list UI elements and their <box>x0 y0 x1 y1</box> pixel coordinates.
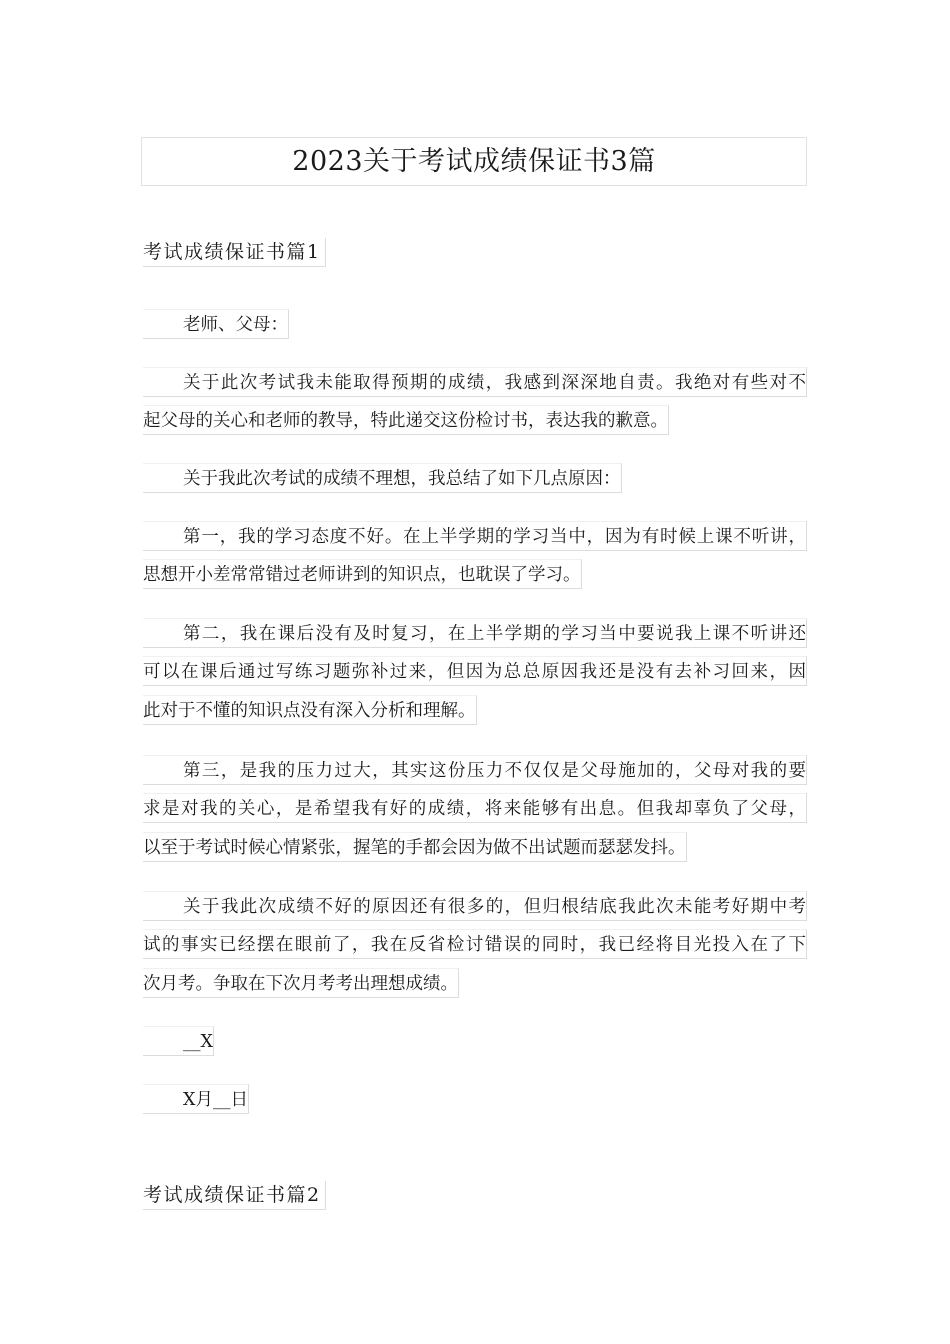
paragraph-3-line-1: 第一，我的学习态度不好。在上半学期的学习当中，因为有时候上课不听讲， <box>143 521 807 551</box>
paragraph-2-line-1: 关于我此次考试的成绩不理想，我总结了如下几点原因： <box>143 463 622 493</box>
paragraph-5-line-2: 求是对我的关心，是希望我有好的成绩，将来能够有出息。但我却辜负了父母， <box>143 793 807 823</box>
paragraph-4-line-2: 可以在课后通过写练习题弥补过来，但因为总总原因我还是没有去补习回来，因 <box>143 656 807 686</box>
salutation: 老师、父母： <box>143 309 289 339</box>
paragraph-6-line-3: 次月考。争取在下次月考考出理想成绩。 <box>143 968 459 998</box>
paragraph-3-line-2: 思想开小差常常错过老师讲到的知识点，也耽误了学习。 <box>143 559 582 589</box>
paragraph-6-line-2: 试的事实已经摆在眼前了，我在反省检讨错误的同时，我已经将目光投入在了下 <box>143 929 807 959</box>
date-line: X月__日 <box>143 1084 249 1114</box>
paragraph-1-line-2: 起父母的关心和老师的教导，特此递交这份检讨书，表达我的歉意。 <box>143 405 669 435</box>
paragraph-4-line-1: 第二，我在课后没有及时复习，在上半学期的学习当中要说我上课不听讲还 <box>143 618 807 648</box>
section-1-heading: 考试成绩保证书篇1 <box>143 238 326 267</box>
paragraph-5-line-3: 以至于考试时候心情紧张，握笔的手都会因为做不出试题而瑟瑟发抖。 <box>143 832 687 862</box>
paragraph-6-line-1: 关于我此次成绩不好的原因还有很多的，但归根结底我此次未能考好期中考 <box>143 891 807 921</box>
paragraph-5-line-1: 第三，是我的压力过大，其实这份压力不仅仅是父母施加的，父母对我的要 <box>143 755 807 785</box>
paragraph-4-line-3: 此对于不懂的知识点没有深入分析和理解。 <box>143 695 477 725</box>
paragraph-1-line-1: 关于此次考试我未能取得预期的成绩，我感到深深地自责。我绝对有些对不 <box>143 367 807 397</box>
section-2-heading: 考试成绩保证书篇2 <box>143 1181 326 1210</box>
signature: __X <box>143 1026 214 1056</box>
document-title: 2023关于考试成绩保证书3篇 <box>141 137 807 186</box>
